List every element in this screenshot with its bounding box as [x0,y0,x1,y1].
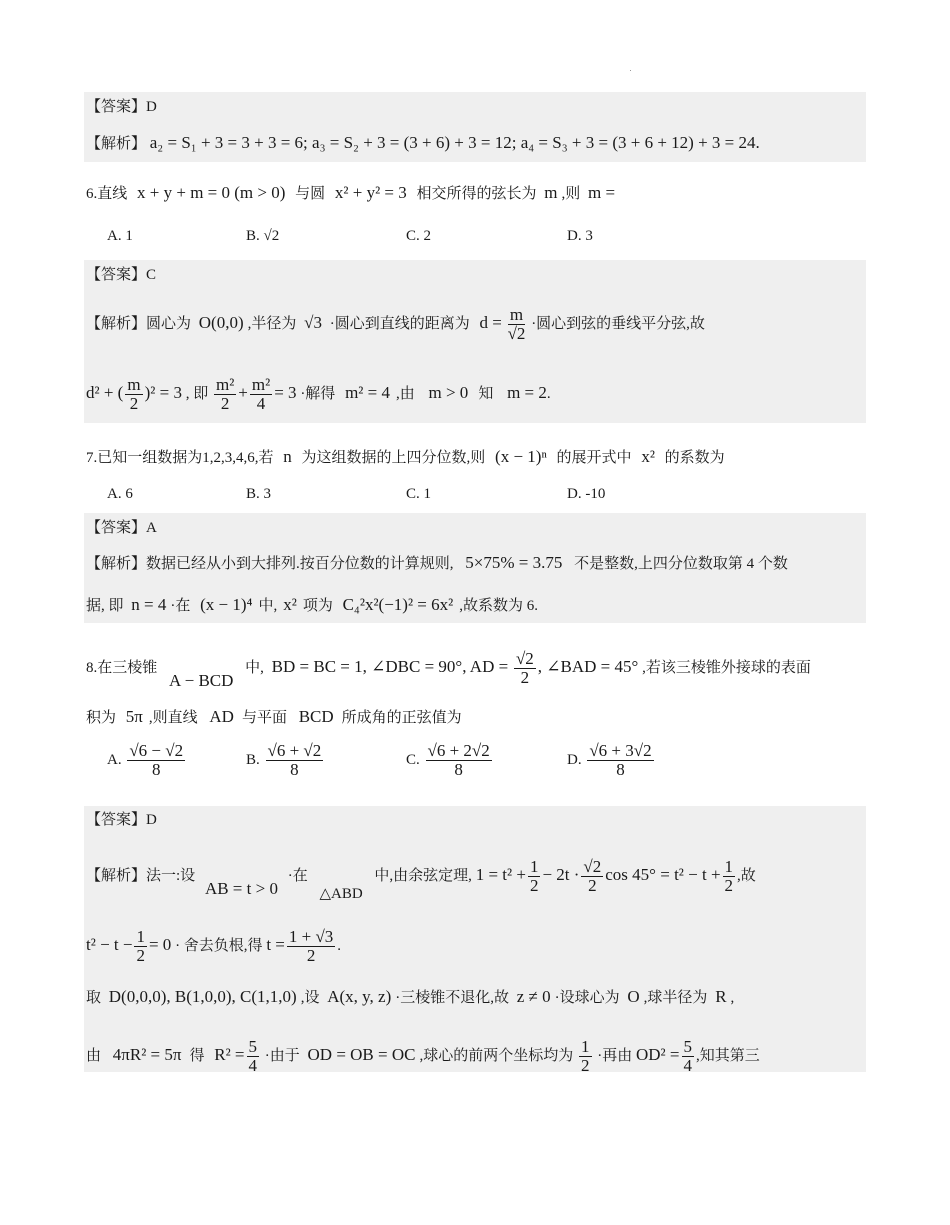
q6-option-d: D. 3 [567,228,593,244]
q8-analysis-line1: 【解析】法一:设 AB = t > 0 ·在 △ABD 中,由余弦定理, 1 = t² + $\frac{1}{2}$ − 2t · $\frac{√2}{2}$ cos 45° = t² − t + $\frac{1}{2}$ ,故 [86,857,756,902]
answer-label: 【答案】D [86,99,157,115]
q6-option-c: C. 2 [406,228,432,244]
q8-analysis-line2: t² − t − $\frac{1}{2}$ = 0 · 舍去负根,得 t = $\frac{1 + √3}{2}$ . [86,927,342,965]
question-8-stem-line1: 8.在三棱锥 A − BCD 中, BD = BC = 1, ∠DBC = 90°, AD = $\frac{√2}{2}$ , ∠BAD = 45° ,若该三棱锥外接球的表面 [86,649,811,690]
q6-option-b: B. √2 [246,228,280,244]
q7-option-c: C. 1 [406,486,432,502]
q8-option-d: D. $\frac{√6 + 3√2}{8}$ [567,741,652,779]
analysis-line [86,133,760,154]
q8-answer: 【答案】D [86,812,157,828]
q8-option-b: B. $\frac{√6 + √2}{8}$ [246,741,322,779]
question-8-stem-line2: 积为 5π ,则直线 AD 与平面 BCD 所成角的正弦值为 [86,707,462,726]
q6-analysis-line1: 【解析】圆心为 O(0,0) ,半径为 √3 ·圆心到直线的距离为 d = $\frac{m}{√2}$ ·圆心到弦的垂线平分弦,故 [86,305,705,343]
q7-option-a: A. 6 [107,486,133,502]
q6-option-a: A. 1 [107,228,133,244]
analysis-formula: a₂ = S₁ + 3 = 3 + 3 = 6; a₃ = S₂ + 3 = (3 + 6) + 3 = 12; a₄ = S₃ + 3 = (3 + 6 + 12) + 3 = 24. [149,133,760,152]
q7-analysis-line2: 据, 即 n = 4 ·在 (x − 1)⁴ 中, x² 项为 C₄²x²(−1)² = 6x² ,故系数为 6. [86,595,539,614]
q8-analysis-line4: 由 4πR² = 5π 得 R² = $\frac{5}{4}$ ·由于 OD = OB = OC ,球心的前两个坐标均为 $\frac{1}{2}$ ·再由 OD² = $\frac{5}{4}$ ,知其第三 [86,1037,760,1075]
q6-analysis-line2: d² + ( $\frac{m}{2}$ )² = 3 , 即 $\frac{\text{m²}}{2}$ + $\frac{\text{m²}}{4}$ = 3 ·解得 m² = 4 ,由 m > 0 知 m = 2. [86,375,551,413]
q7-answer: 【答案】A [86,520,157,536]
scan-speck [630,70,631,71]
q7-option-d: D. -10 [567,486,606,502]
q7-analysis-line1: 【解析】数据已经从小到大排列.按百分位数的计算规则, 5×75% = 3.75 不是整数,上四分位数取第 4 个数 [86,553,788,572]
q8-option-c: C. $\frac{√6 + 2√2}{8}$ [406,741,490,779]
q7-option-b: B. 3 [246,486,272,502]
q8-analysis-line3: 取 D(0,0,0), B(1,0,0), C(1,1,0) ,设 A(x, y, z) ·三棱锥不退化,故 z ≠ 0 ·设球心为 O ,球半径为 R , [86,987,735,1006]
question-7-stem: 7.已知一组数据为1,2,3,4,6,若 n 为这组数据的上四分位数,则 (x − 1)ⁿ 的展开式中 x² 的系数为 [86,447,725,466]
analysis-label: 【解析】 [86,136,147,152]
q8-option-a: A. $\frac{√6 - √2}{8}$ [107,741,184,779]
q6-answer: 【答案】C [86,267,157,283]
question-6-stem: 6.直线 x + y + m = 0 (m > 0) 与圆 x² + y² = 3 相交所得的弦长为 m ,则 m = [86,183,616,202]
